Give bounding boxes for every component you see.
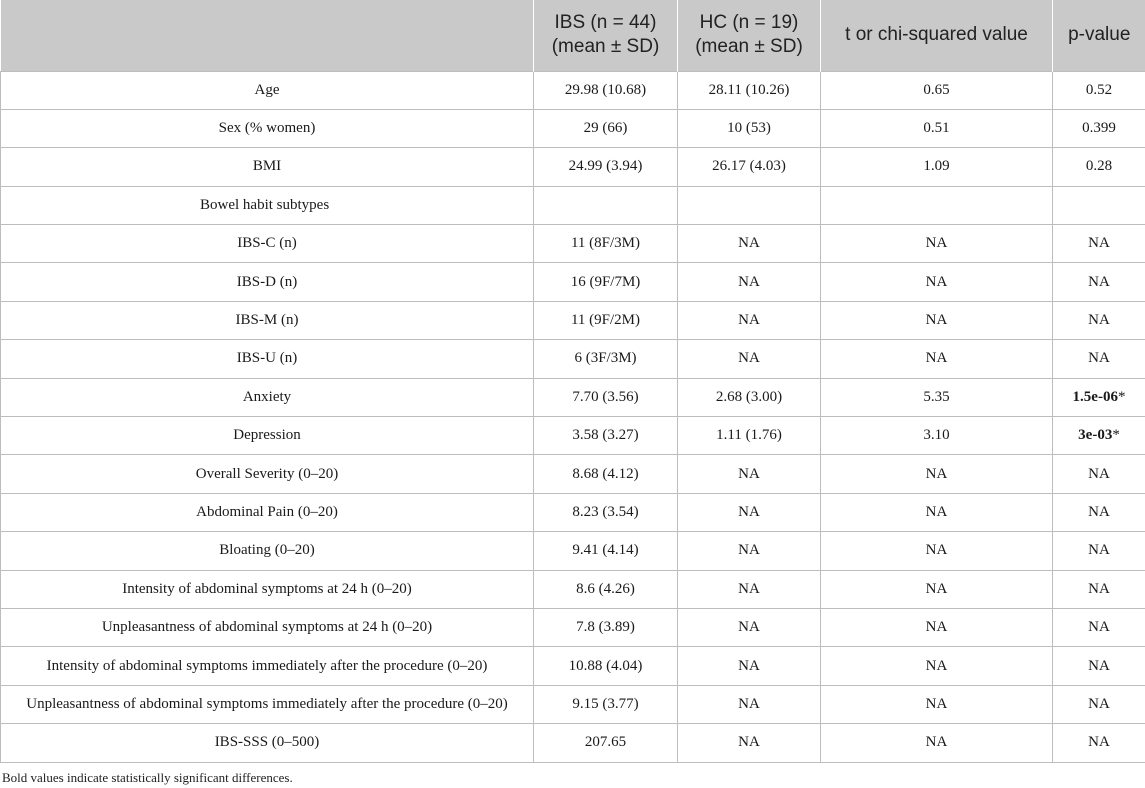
cell-statistic: NA: [821, 340, 1053, 378]
header-ibs: IBS (n = 44) (mean ± SD): [534, 0, 678, 71]
cell-statistic: NA: [821, 685, 1053, 723]
cell-ibs: 9.15 (3.77): [534, 685, 678, 723]
cell-hc: NA: [678, 532, 821, 570]
cell-hc: NA: [678, 263, 821, 301]
cell-statistic: 1.09: [821, 148, 1053, 186]
cell-ibs: 11 (8F/3M): [534, 225, 678, 263]
row-label: Intensity of abdominal symptoms at 24 h (0–20): [1, 570, 534, 608]
cell-statistic: NA: [821, 455, 1053, 493]
cell-p-value: NA: [1053, 225, 1145, 263]
cell-hc: NA: [678, 301, 821, 339]
cell-statistic: NA: [821, 724, 1053, 762]
cell-statistic: NA: [821, 225, 1053, 263]
header-row: [1, 0, 1145, 71]
cell-statistic: NA: [821, 570, 1053, 608]
table-row: [1, 301, 1145, 339]
cell-ibs: 7.70 (3.56): [534, 378, 678, 416]
cell-statistic: NA: [821, 301, 1053, 339]
table-body: [1, 71, 1145, 762]
table-row: [1, 532, 1145, 570]
cell-p-value: [1053, 186, 1145, 224]
row-label: IBS-SSS (0–500): [1, 724, 534, 762]
row-label: BMI: [1, 148, 534, 186]
cell-statistic: NA: [821, 493, 1053, 531]
cell-hc: NA: [678, 724, 821, 762]
table-row: [1, 417, 1145, 455]
table-row: [1, 378, 1145, 416]
table-row: [1, 263, 1145, 301]
table-row: [1, 570, 1145, 608]
row-label: Age: [1, 71, 534, 109]
row-label: IBS-D (n): [1, 263, 534, 301]
cell-p-value: NA: [1053, 532, 1145, 570]
cell-statistic: NA: [821, 647, 1053, 685]
cell-hc: 26.17 (4.03): [678, 148, 821, 186]
cell-statistic: NA: [821, 263, 1053, 301]
cell-hc: 2.68 (3.00): [678, 378, 821, 416]
cell-p-value: [1053, 417, 1145, 455]
table-row: [1, 148, 1145, 186]
row-label: Unpleasantness of abdominal symptoms at 24 h (0–20): [1, 608, 534, 646]
header-variable: [1, 0, 534, 71]
cell-hc: NA: [678, 225, 821, 263]
row-label: Abdominal Pain (0–20): [1, 493, 534, 531]
cell-ibs: 11 (9F/2M): [534, 301, 678, 339]
table-row: [1, 225, 1145, 263]
cell-p-value: 0.28: [1053, 148, 1145, 186]
table-row: [1, 186, 1145, 224]
cell-statistic: NA: [821, 608, 1053, 646]
cell-hc: NA: [678, 493, 821, 531]
cell-p-value: NA: [1053, 647, 1145, 685]
row-label: Overall Severity (0–20): [1, 455, 534, 493]
cell-ibs: 7.8 (3.89): [534, 608, 678, 646]
cell-hc: NA: [678, 608, 821, 646]
cell-hc: 28.11 (10.26): [678, 71, 821, 109]
table-row: [1, 71, 1145, 109]
cell-hc: NA: [678, 685, 821, 723]
row-label: IBS-U (n): [1, 340, 534, 378]
cell-p-value: NA: [1053, 493, 1145, 531]
header-statistic: t or chi-squared value: [821, 0, 1053, 71]
cell-hc: 10 (53): [678, 109, 821, 147]
table-row: [1, 608, 1145, 646]
p-value-text: 1.5e-06: [1072, 388, 1118, 405]
table-row: [1, 685, 1145, 723]
cell-ibs: 207.65: [534, 724, 678, 762]
cell-p-value: NA: [1053, 263, 1145, 301]
row-label: IBS-M (n): [1, 301, 534, 339]
cell-p-value: NA: [1053, 608, 1145, 646]
table-row: [1, 340, 1145, 378]
cell-p-value: NA: [1053, 724, 1145, 762]
significance-marker: *: [1112, 427, 1120, 444]
cell-hc: NA: [678, 570, 821, 608]
table-row: [1, 647, 1145, 685]
row-label: IBS-C (n): [1, 225, 534, 263]
cell-p-value: [1053, 378, 1145, 416]
cell-statistic: 5.35: [821, 378, 1053, 416]
row-label: Bloating (0–20): [1, 532, 534, 570]
cell-p-value: NA: [1053, 570, 1145, 608]
table-row: [1, 493, 1145, 531]
cell-ibs: [534, 186, 678, 224]
cell-hc: NA: [678, 647, 821, 685]
cell-ibs: 24.99 (3.94): [534, 148, 678, 186]
cell-ibs: 3.58 (3.27): [534, 417, 678, 455]
cell-ibs: 29 (66): [534, 109, 678, 147]
row-label: Unpleasantness of abdominal symptoms immediately after the procedure (0–20): [1, 685, 534, 723]
row-label: Sex (% women): [1, 109, 534, 147]
cell-ibs: 9.41 (4.14): [534, 532, 678, 570]
cell-statistic: 3.10: [821, 417, 1053, 455]
cell-ibs: 6 (3F/3M): [534, 340, 678, 378]
cell-p-value: 0.52: [1053, 71, 1145, 109]
cell-hc: NA: [678, 340, 821, 378]
cell-p-value: 0.399: [1053, 109, 1145, 147]
header-hc: HC (n = 19) (mean ± SD): [678, 0, 821, 71]
cell-hc: [678, 186, 821, 224]
row-label: Intensity of abdominal symptoms immediately after the procedure (0–20): [1, 647, 534, 685]
cell-hc: 1.11 (1.76): [678, 417, 821, 455]
cell-statistic: 0.65: [821, 71, 1053, 109]
cell-p-value: NA: [1053, 301, 1145, 339]
cell-p-value: NA: [1053, 455, 1145, 493]
table-row: [1, 455, 1145, 493]
table-header: [1, 0, 1145, 71]
header-p-value: p-value: [1053, 0, 1145, 71]
p-value-text: 3e-03: [1078, 427, 1113, 444]
table-row: [1, 724, 1145, 762]
row-label: Anxiety: [1, 378, 534, 416]
row-label: Depression: [1, 417, 534, 455]
table-row: [1, 109, 1145, 147]
significance-marker: *: [1117, 388, 1126, 405]
cell-ibs: 29.98 (10.68): [534, 71, 678, 109]
cell-ibs: 8.6 (4.26): [534, 570, 678, 608]
cell-hc: NA: [678, 455, 821, 493]
cell-ibs: 8.23 (3.54): [534, 493, 678, 531]
table-footnote: Bold values indicate statistically significant differences.: [2, 770, 293, 785]
cell-p-value: NA: [1053, 340, 1145, 378]
cell-ibs: 16 (9F/7M): [534, 263, 678, 301]
cell-p-value: NA: [1053, 685, 1145, 723]
cell-ibs: 10.88 (4.04): [534, 647, 678, 685]
cell-statistic: 0.51: [821, 109, 1053, 147]
cell-statistic: [821, 186, 1053, 224]
row-label: Bowel habit subtypes: [1, 186, 534, 224]
cell-ibs: 8.68 (4.12): [534, 455, 678, 493]
cell-statistic: NA: [821, 532, 1053, 570]
